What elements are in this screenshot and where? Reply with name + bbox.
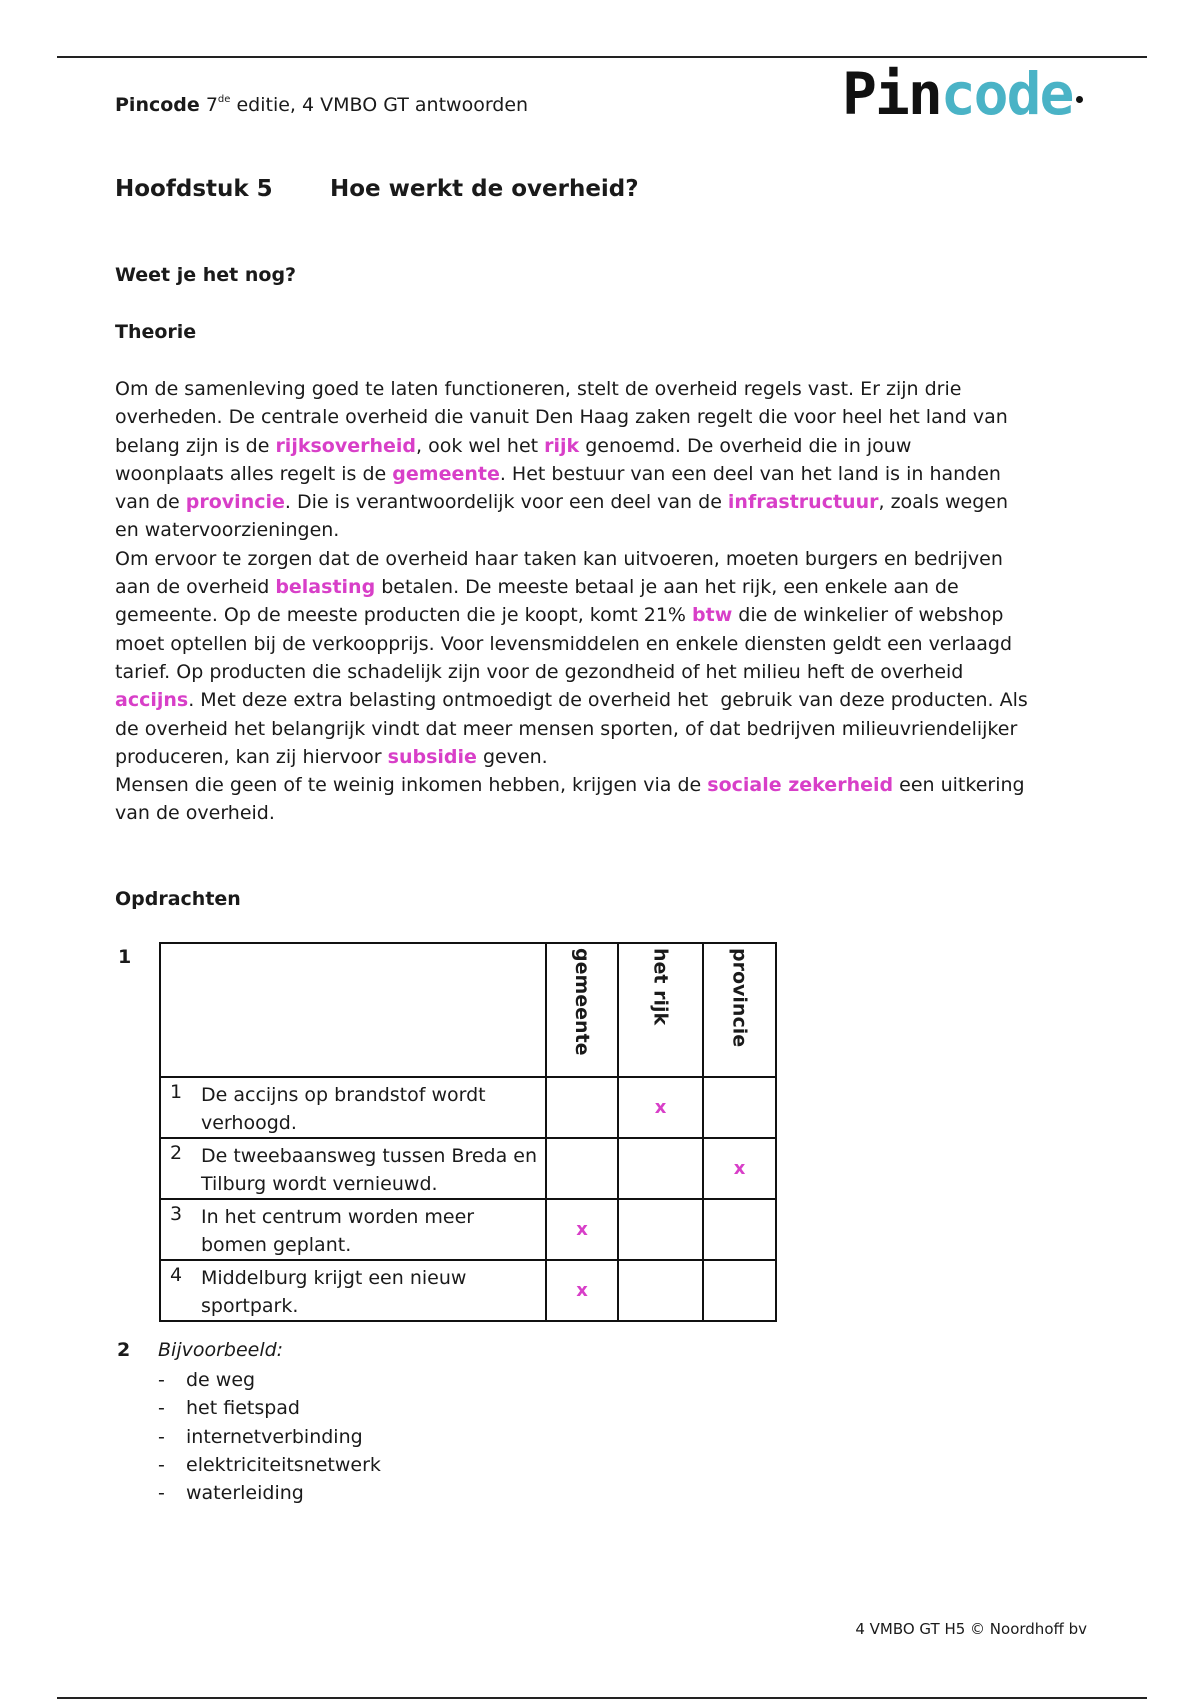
paragraph-line [115,743,1028,771]
statement-cell [160,1077,546,1138]
answer-list [158,1366,381,1507]
list-item [158,1479,381,1507]
key-term: infrastructuur [727,491,879,514]
edition-number: 7 [205,94,218,116]
text-segment: . Het bestuur van een deel van het land is in handen [499,462,1001,485]
dash-bullet: - [158,1453,165,1476]
logo-pin: Pin [842,60,941,128]
list-item-text: waterleiding [186,1482,304,1505]
theory-paragraph [115,375,1028,828]
text-segment: woonplaats alles regelt is de [115,462,393,485]
paragraph-line [115,375,1028,403]
section-heading: Weet je het nog? [115,264,297,286]
paragraph-line [115,403,1028,431]
answer-mark: x [546,1199,618,1260]
table-row [160,1199,776,1260]
logo-code: code [940,60,1073,128]
answer-mark [618,1199,703,1260]
empty-header-cell [160,943,546,1077]
paragraph-line [115,799,1028,827]
top-rule [57,56,1147,58]
paragraph-line [115,573,1028,601]
list-item-text: het fietspad [186,1397,300,1420]
text-segment: de overheid het belangrijk vindt dat meer mensen sporten, of dat bedrijven milieuvriendelijker [115,717,1018,740]
paragraph-line [115,432,1028,460]
text-segment: , ook wel het [416,434,545,457]
answer-mark [618,1138,703,1199]
statement-cell [160,1260,546,1321]
paragraph-line [115,488,1028,516]
column-label: provincie [728,948,751,1048]
text-segment: overheden. De centrale overheid die vanuit Den Haag zaken regelt die voor heel het land van [115,406,1008,429]
bottom-rule [57,1697,1147,1699]
list-item-text: internetverbinding [186,1425,363,1448]
text-segment: produceren, kan zij hiervoor [115,745,388,768]
paragraph-line [115,771,1028,799]
answer-mark [703,1077,776,1138]
text-segment: tarief. Op producten die schadelijk zijn voor de gezondheid of het milieu heft de overheid [115,660,964,683]
document-header [115,94,528,116]
brand-name: Pincode [115,94,200,116]
table-header-row [160,943,776,1077]
table-row [160,1077,776,1138]
paragraph-line [115,460,1028,488]
text-segment: belang zijn is de [115,434,276,457]
statement-cell [160,1199,546,1260]
key-term: subsidie [387,745,477,768]
question-intro: Bijvoorbeeld: [158,1339,284,1361]
theory-heading: Theorie [115,321,197,343]
paragraph-line [115,516,1028,544]
column-header [546,943,618,1077]
key-term: provincie [185,491,285,514]
statement-number: 1 [170,1081,183,1103]
text-segment: genoemd. De overheid die in jouw [579,434,912,457]
column-label: gemeente [571,948,593,1056]
answer-mark [546,1077,618,1138]
list-item [158,1394,381,1422]
chapter-label: Hoofdstuk 5 [115,176,273,202]
key-term: gemeente [392,462,500,485]
paragraph-line [115,601,1028,629]
text-segment: geven. [476,745,548,768]
column-header [618,943,703,1077]
chapter-heading [115,176,639,202]
dash-bullet: - [158,1397,165,1420]
question-number: 1 [118,946,132,968]
list-item [158,1366,381,1394]
statement-number: 3 [170,1203,183,1225]
paragraph-line [115,658,1028,686]
key-term: btw [692,604,733,627]
text-segment: van de overheid. [115,802,275,825]
header-rest: editie, 4 VMBO GT antwoorden [230,94,529,116]
paragraph-line [115,715,1028,743]
edition-suffix: de [217,94,231,105]
statement-cell [160,1138,546,1199]
key-term: sociale zekerheid [707,774,894,797]
key-term: rijksoverheid [275,434,416,457]
answer-mark: x [546,1260,618,1321]
text-segment: moet optellen bij de verkoopprijs. Voor levensmiddelen en enkele diensten geldt een verlaagd [115,632,1012,655]
text-segment: . Die is verantwoordelijk voor een deel van de [284,491,728,514]
text-segment: en watervoorzieningen. [115,519,340,542]
answer-mark [546,1138,618,1199]
key-term: belasting [275,576,376,599]
dash-bullet: - [158,1369,165,1391]
text-segment: die de winkelier of webshop [732,604,1004,627]
column-header [703,943,776,1077]
statement-number: 4 [170,1264,183,1286]
page-footer: 4 VMBO GT H5 © Noordhoff bv [855,1620,1087,1638]
logo-dot-icon [1076,96,1083,103]
list-item [158,1451,381,1479]
dash-bullet: - [158,1482,165,1505]
text-segment: aan de overheid [115,576,276,599]
paragraph-line [115,686,1028,714]
statement-text: Middelburg krijgt een nieuw sportpark. [201,1267,467,1317]
chapter-title: Hoe werkt de overheid? [330,176,639,202]
answer-mark [703,1260,776,1321]
text-segment: Om ervoor te zorgen dat de overheid haar taken kan uitvoeren, moeten burgers en bedrijven [115,547,1003,570]
list-item [158,1423,381,1451]
statement-text: De tweebaansweg tussen Breda en Tilburg wordt vernieuwd. [201,1145,537,1195]
list-item-text: de weg [186,1369,256,1391]
assignments-heading: Opdrachten [115,888,241,910]
column-label: het rijk [649,948,672,1026]
answer-mark [618,1260,703,1321]
key-term: accijns [115,689,189,712]
answer-mark [703,1199,776,1260]
list-item-text: elektriciteitsnetwerk [186,1453,381,1476]
text-segment: een uitkering [893,774,1025,797]
paragraph-line [115,545,1028,573]
question-number: 2 [117,1339,131,1361]
answer-mark: x [703,1138,776,1199]
text-segment: gemeente. Op de meeste producten die je koopt, komt 21% [115,604,693,627]
key-term: rijk [544,434,580,457]
statement-number: 2 [170,1142,183,1164]
statement-text: De accijns op brandstof wordt verhoogd. [201,1084,486,1134]
text-segment: . Met deze extra belasting ontmoedigt de overheid het gebruik van deze producten. Als [188,689,1028,712]
answer-table [159,942,777,1322]
answer-mark: x [618,1077,703,1138]
statement-text: In het centrum worden meer bomen geplant. [201,1206,475,1256]
table-row [160,1260,776,1321]
text-segment: van de [115,491,186,514]
text-segment: Mensen die geen of te weinig inkomen hebben, krijgen via de [115,774,708,797]
dash-bullet: - [158,1425,165,1448]
paragraph-line [115,630,1028,658]
text-segment: Om de samenleving goed te laten functioneren, stelt de overheid regels vast. Er zijn drie [115,378,962,400]
text-segment: , zoals wegen [878,491,1009,514]
pincode-logo [842,60,1083,128]
text-segment: betalen. De meeste betaal je aan het rijk, een enkele aan de [375,576,959,599]
table-row [160,1138,776,1199]
